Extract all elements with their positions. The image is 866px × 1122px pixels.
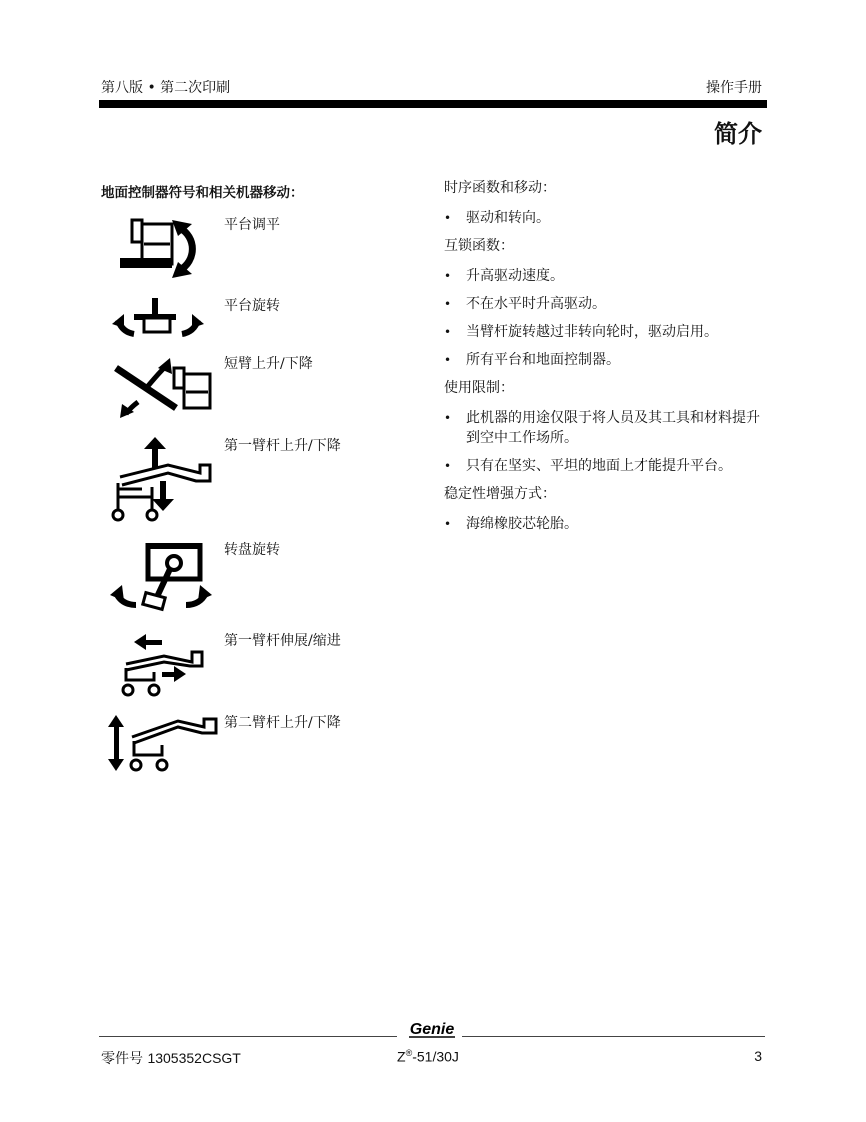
model-registered: ® [405,1048,413,1058]
group-heading: 稳定性增强方式： [444,486,556,502]
part-number-value: 1305352CSGT [147,1050,241,1066]
turntable-rotate-icon [108,543,214,613]
part-number-label: 零件号 [101,1051,143,1067]
platform-rotate-icon [108,296,208,340]
primary-boom-up-down-icon [108,437,214,523]
symbol-label: 短臂上升/下降 [224,356,313,372]
list-item: • 不在水平时升高驱动。 [444,294,769,314]
list-item: • 升高驱动速度。 [444,266,769,286]
symbols-heading: 地面控制器符号和相关机器移动： [101,185,304,201]
section-title: 简介 [714,120,762,148]
symbol-label: 第二臂杆上升/下降 [224,715,341,731]
genie-logo [405,1019,459,1041]
page-number: 3 [754,1048,762,1064]
group-heading: 使用限制： [444,380,514,396]
platform-level-icon [108,214,208,280]
stability-group [444,484,769,534]
jib-up-down-icon [108,356,214,420]
group-heading: 时序函数和移动： [444,180,556,196]
logo-text: Genie [409,1021,455,1038]
footer-model [397,1048,459,1065]
list-item: • 海绵橡胶芯轮胎。 [444,514,769,534]
limits-group [444,378,769,476]
group-heading: 互锁函数： [444,238,514,254]
symbol-label: 第一臂杆伸展/缩进 [224,633,341,649]
functions-group [444,178,769,228]
header-manual-title: 操作手册 [706,80,762,96]
list-item: • 此机器的用途仅限于将人员及其工具和材料提升到空中工作场所。 [444,408,769,448]
symbol-label: 平台旋转 [224,298,280,314]
symbol-label: 转盘旋转 [224,542,280,558]
symbol-label: 第一臂杆上升/下降 [224,438,341,454]
list-item: • 只有在坚实、平坦的地面上才能提升平台。 [444,456,769,476]
model-number: -51/30J [412,1048,459,1065]
list-item: • 驱动和转向。 [444,208,769,228]
footer-rule-left [99,1036,397,1037]
header-edition: 第八版 • 第二次印刷 [101,80,231,96]
header-rule [99,100,767,108]
footer-part-number [101,1048,241,1068]
secondary-boom-up-down-icon [108,713,220,773]
list-item: • 所有平台和地面控制器。 [444,350,769,370]
symbol-label: 平台调平 [224,217,280,233]
functions-column [444,178,769,542]
footer-rule-right [462,1036,765,1037]
model-z: Z [397,1048,406,1065]
interlock-group [444,236,769,370]
primary-boom-extend-retract-icon [108,630,208,698]
list-item: • 当臂杆旋转越过非转向轮时，驱动启用。 [444,322,769,342]
